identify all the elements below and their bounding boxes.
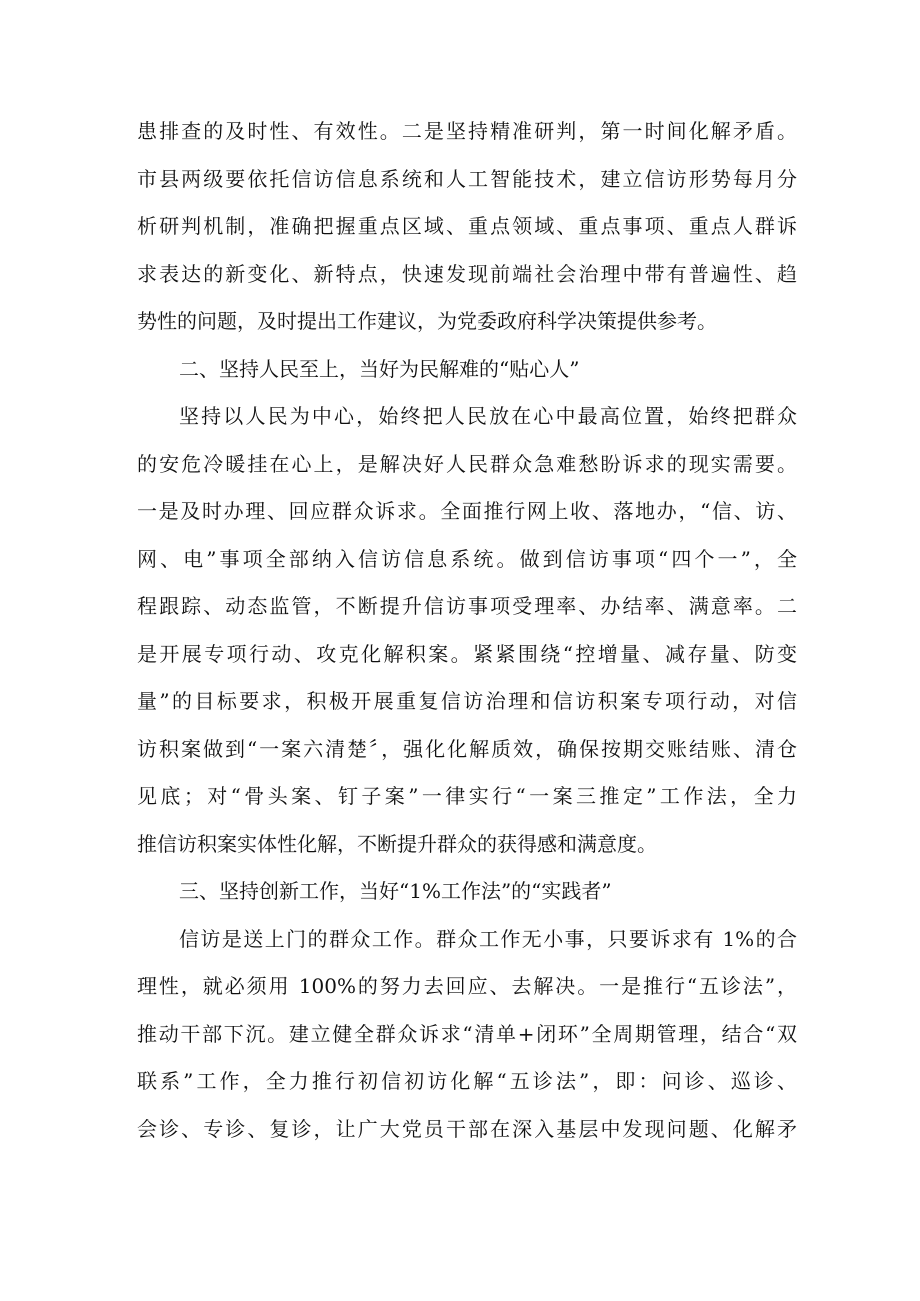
text-line: 坚持以人民为中心，始终把人民放在心中最高位置，始终把群众 (179, 404, 797, 428)
text-line: 势性的问题，及时提出工作建议，为党委政府科学决策提供参考。 (137, 309, 717, 333)
text-line: 访积案做到“一案六清楚〞，强化化解质效，确保按期交账结账、清仓 (137, 736, 797, 761)
text-line: 量”的目标要求，积极开展重复信访治理和信访积案专项行动，对信 (137, 689, 797, 713)
text-line: 理性，就必须用 100%的努力去回应、去解决。一是推行“五诊法”， (137, 974, 797, 998)
text-line: 推动干部下沉。建立健全群众诉求“清单+闭环”全周期管理，结合“双 (137, 1021, 797, 1046)
document-body (137, 108, 797, 1153)
text-line: 市县两级要依托信访信息系统和人工智能技术，建立信访形势每月分 (137, 166, 797, 191)
text-line: 推信访积案实体性化解，不断提升群众的获得感和满意度。 (137, 831, 657, 856)
text-line: 是开展专项行动、攻克化解积案。紧紧围绕“控增量、减存量、防变 (137, 641, 797, 666)
text-line: 的安危冷暖挂在心上，是解决好人民群众急难愁盼诉求的现实需要。 (137, 451, 797, 476)
text-line: 程跟踪、动态监管，不断提升信访事项受理率、办结率、满意率。二 (137, 594, 797, 618)
text-line: 患排查的及时性、有效性。二是坚持精准研判，第一时间化解矛盾。 (137, 119, 797, 143)
text-line: 会诊、专诊、复诊，让广大党员干部在深入基层中发现问题、化解矛 (137, 1116, 797, 1141)
text-line: 网、电”事项全部纳入信访信息系统。做到信访事项“四个一”，全 (137, 546, 797, 571)
text-line: 信访是送上门的群众工作。群众工作无小事，只要诉求有 1%的合 (179, 926, 797, 951)
text-line: 析研判机制，准确把握重点区域、重点领域、重点事项、重点人群诉 (137, 214, 797, 238)
text-line: 见底；对“骨头案、钉子案”一律实行“一案三推定”工作法，全力 (137, 784, 797, 808)
text-line: 一是及时办理、回应群众诉求。全面推行网上收、落地办，“信、访、 (137, 499, 797, 523)
section-heading: 三、坚持创新工作，当好“1%工作法”的“实践者” (179, 879, 612, 903)
text-line: 联系”工作，全力推行初信初访化解“五诊法”，即：问诊、巡诊、 (137, 1069, 797, 1093)
text-line: 求表达的新变化、新特点，快速发现前端社会治理中带有普遍性、趋 (137, 261, 797, 286)
section-heading: 二、坚持人民至上，当好为民解难的“贴心人” (179, 356, 580, 381)
